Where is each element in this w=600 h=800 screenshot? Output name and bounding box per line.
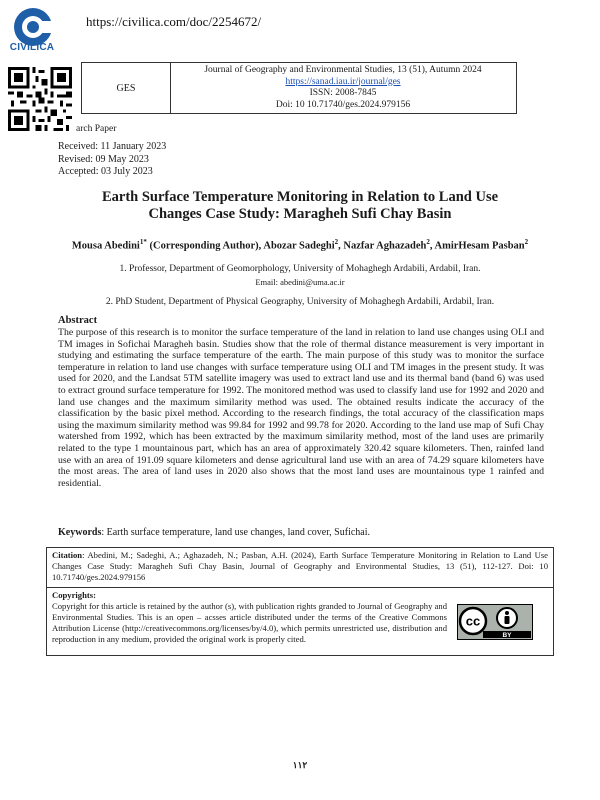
- citation-label: Citation: [52, 550, 83, 560]
- journal-info-box: [81, 62, 517, 114]
- cc-by-license-icon[interactable]: [457, 604, 533, 640]
- revised-date: Revised: 09 May 2023: [58, 154, 149, 165]
- copyrights-box: [46, 588, 554, 656]
- abstract-heading: Abstract: [58, 315, 98, 326]
- journal-name: Journal of Geography and Environmental Studies, 13 (51), Autumn 2024: [204, 65, 482, 75]
- copyrights-label: Copyrights:: [52, 590, 96, 600]
- affiliation-1: 1. Professor, Department of Geomorphology, University of Mohaghegh Ardabili, Ardabil, Iran.: [119, 264, 481, 274]
- abstract-text: The purpose of this research is to monitor the surface temperature of the land in relation to land use changes using OLI and TM images in Sofichai Maragheh basin. Studies show that the role of thermal distance measurement is very important in studying and estimating the surface temperature of the earth. The main purpose of this study was to monitor the surface temperature in relation to land use changes with surface temperature using OLI and TM images in the present study. It was used for 2020, and the Landsat 5TM satellite imagery was used to extract land use and its thermal band (band 6) was used to extract ground surface temperature for 1992. The monitored method was used to classify land use for 1992 and 2020 and land use changes and the maximum similarity method was used. The obtained results indicate the accuracy of the classification by the basic pixel method. According to the research findings, the total accuracy of the classification maps using the maximum similarity method was 99.84 for 1992 and 99.78 for 2020. According to the land use map of Sufi Chay watershed from 1992, which has been extracted by the maximum similarity method, most of the land uses are primarily related to the type 1 mountainous part, which has an area of approximately 320.42 square kilometers. Then, rainfed land use with an area of 191.09 square kilometers and dense agricultural land use with an area of 74.29 square kilometers have the most areas. The area of land uses in 2020 also shows that the most land uses are mountainous type 1 rainfed and residential.: [58, 327, 544, 489]
- received-date: Received: 11 January 2023: [58, 141, 167, 152]
- citation-text: : Abedini, M.; Sadeghi, A.; Aghazadeh, N.; Pasban, A.H. (2024), Earth Surface Temperature Monitoring in Relation to Land Use Changes Case Study: Maragheh Sufi Chay Basin, Journal of Geography and Environmental Studies, 13 (51), 112-127. Doi: 10 10.71740/ges.2024.979156: [52, 550, 548, 582]
- author-list: [58, 236, 542, 253]
- journal-link[interactable]: https://sanad.iau.ir/journal/ges: [285, 76, 401, 87]
- author-3-sup: 2: [426, 238, 430, 246]
- paper-title-line-2: Changes Case Study: Maragheh Sufi Chay Basin: [148, 206, 452, 222]
- journal-doi: Doi: 10 10.71740/ges.2024.979156: [275, 99, 411, 110]
- author-4: AmirHesam Pasban: [434, 240, 525, 252]
- author-separator: ,: [429, 240, 435, 252]
- journal-details: [170, 65, 516, 111]
- page-number: ۱۱۲: [292, 760, 308, 770]
- svg-text:cc: cc: [465, 613, 481, 629]
- author-2-sup: 2: [334, 238, 339, 246]
- paper-title: [60, 189, 540, 223]
- citation-box: [46, 547, 554, 588]
- affiliation-2: 2. PhD Student, Department of Physical Geography, University of Mohaghegh Ardabili, Ardabil, Iran.: [105, 297, 495, 307]
- author-1-sup: 1*: [139, 238, 147, 246]
- paper-type: arch Paper: [76, 124, 117, 134]
- paper-title-line-1: Earth Surface Temperature Monitoring in Relation to Land Use: [101, 189, 499, 205]
- document-url-link[interactable]: https://civilica.com/doc/2254672/: [86, 14, 262, 29]
- logo-text: CIVILICA: [9, 42, 55, 53]
- journal-issn: ISSN: 2008-7845: [309, 88, 377, 98]
- keywords: [58, 527, 544, 538]
- journal-abbreviation: GES: [82, 63, 171, 113]
- keywords-text: : Earth surface temperature, land use changes, land cover, Sufichai.: [101, 527, 370, 538]
- author-3: Nazfar Aghazadeh: [343, 240, 427, 252]
- cc-badge-text: BY: [502, 632, 512, 639]
- author-2: Abozar Sadeghi: [263, 240, 335, 252]
- accepted-date: Accepted: 03 July 2023: [58, 166, 153, 177]
- author-email[interactable]: Email: abedini@uma.ac.ir: [255, 277, 345, 287]
- copyrights-text: Copyright for this article is retained by the author (s), with publication rights granded to Journal of Geography and Environmental Studies. This is an open – acsses article distributed under the terms of the Creative Commons Attribution License (http://creativecommons.org/licenses/by/4.0), which permits unrestricted use, distribution and reproduction in any medium, provided the original work is properly cited.: [52, 601, 447, 644]
- author-separator: ,: [338, 240, 344, 252]
- author-4-sup: 2: [524, 238, 529, 246]
- corresponding-note: (Corresponding Author),: [146, 240, 264, 252]
- keywords-label: Keywords: [58, 527, 102, 538]
- qr-code: [8, 66, 72, 132]
- author-1: Mousa Abedini: [71, 240, 140, 252]
